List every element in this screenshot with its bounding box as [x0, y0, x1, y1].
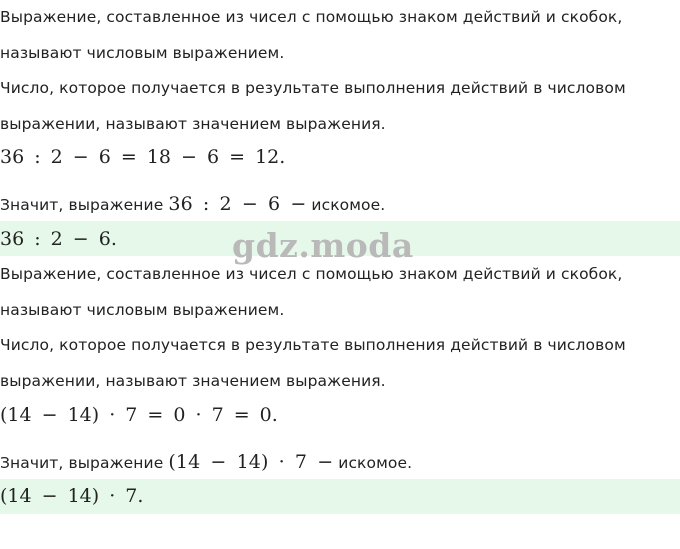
conclusion-2-suffix: искомое.	[338, 454, 413, 472]
answer-1: 36 : 2 − 6.	[0, 228, 117, 250]
answer-2: (14 − 14) · 7.	[0, 485, 144, 507]
calculation-1: 36 : 2 − 6 = 18 − 6 = 12.	[0, 146, 286, 168]
conclusion-2-prefix: Значит, выражение	[0, 454, 164, 472]
conclusion-1-expression: 36 : 2 − 6 −	[168, 193, 307, 215]
definition-expression-line-1: Выражение, составленное из чисел с помощью знаком действий и скобок,	[0, 8, 623, 26]
definition-value-line-2-b: выражении, называют значением выражения.	[0, 372, 386, 390]
conclusion-1-prefix: Значит, выражение	[0, 196, 164, 214]
definition-expression-line-2: называют числовым выражением.	[0, 44, 285, 62]
definition-value-line-1-b: Число, которое получается в результате выполнения действий в числовом	[0, 336, 626, 354]
definition-expression-line-2-b: называют числовым выражением.	[0, 301, 285, 319]
conclusion-1	[0, 193, 385, 215]
watermark-logo: gdz.moda	[232, 226, 414, 265]
conclusion-1-suffix: искомое.	[311, 196, 386, 214]
answer-2-box	[0, 479, 680, 514]
conclusion-2-expression: (14 − 14) · 7 −	[168, 451, 334, 473]
definition-expression-line-1-b: Выражение, составленное из чисел с помощью знаком действий и скобок,	[0, 265, 623, 283]
conclusion-2	[0, 451, 412, 473]
definition-value-line-2: выражении, называют значением выражения.	[0, 115, 386, 133]
calculation-2: (14 − 14) · 7 = 0 · 7 = 0.	[0, 404, 278, 426]
definition-value-line-1: Число, которое получается в результате выполнения действий в числовом	[0, 79, 626, 97]
